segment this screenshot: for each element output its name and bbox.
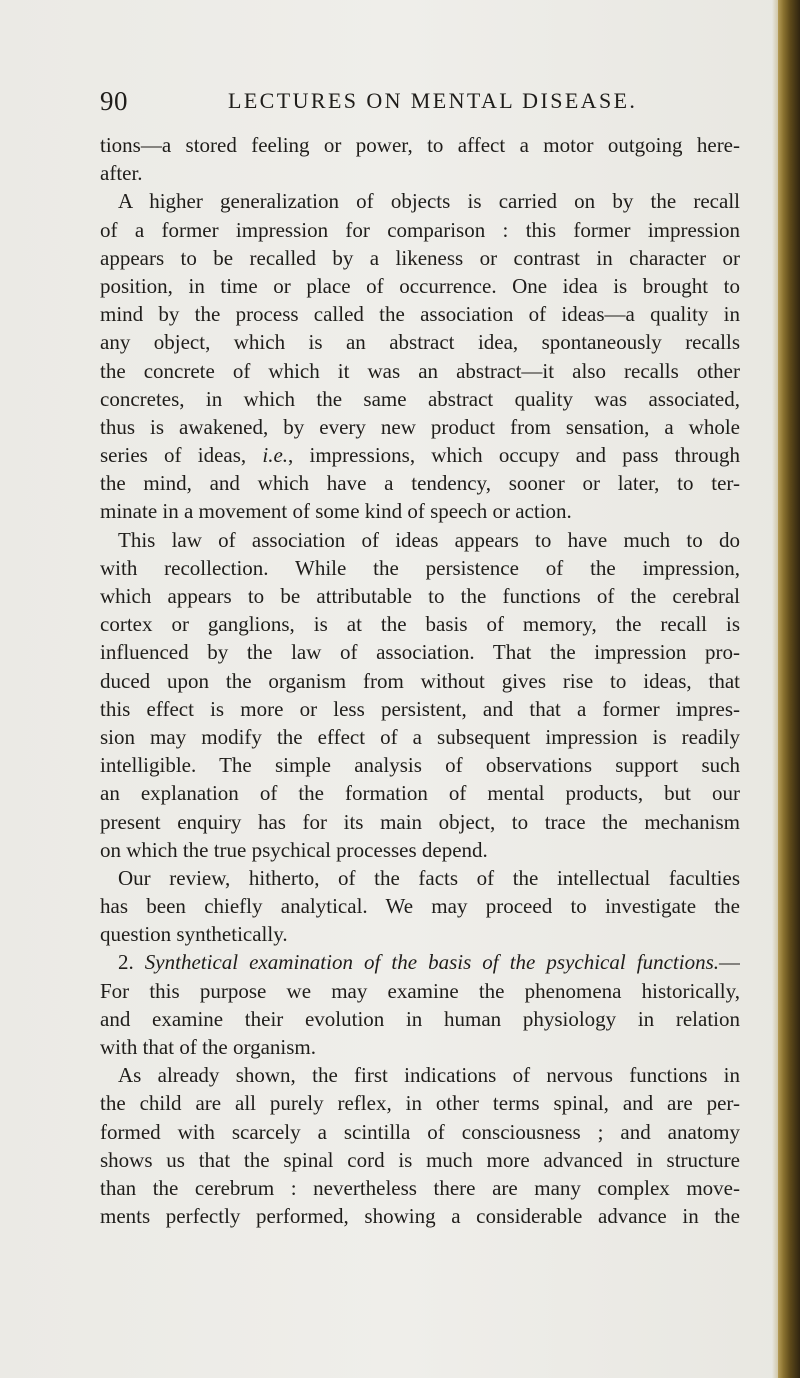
text-line: shows us that the spinal cord is much more advanced in structure bbox=[100, 1147, 740, 1172]
text-line: mind by the process called the association of ideas—a quality in bbox=[100, 302, 740, 327]
text-line: cortex or ganglions, is at the basis of memory, the recall is bbox=[100, 612, 740, 637]
page-header bbox=[100, 86, 740, 120]
running-head: LECTURES ON MENTAL DISEASE. bbox=[228, 88, 638, 113]
text-line: A higher generalization of objects is carried on by the recall bbox=[118, 189, 740, 214]
text-line bbox=[100, 441, 740, 469]
text-line: the mind, and which have a tendency, sooner or later, to ter- bbox=[100, 471, 740, 496]
text-line: As already shown, the first indications of nervous functions in bbox=[118, 1063, 740, 1088]
text-line: this effect is more or less persistent, and that a former impres- bbox=[100, 696, 740, 721]
text-line: ments perfectly performed, showing a considerable advance in the bbox=[100, 1204, 740, 1229]
text-line: intelligible. The simple analysis of observations support such bbox=[100, 753, 740, 778]
text-line: any object, which is an abstract idea, spontaneously recalls bbox=[100, 330, 740, 355]
text-line bbox=[100, 948, 740, 976]
page-number: 90 bbox=[100, 86, 128, 116]
italic-text: i.e. bbox=[262, 443, 289, 468]
text-line: an explanation of the formation of mental products, but our bbox=[100, 781, 740, 806]
text-line: duced upon the organism from without gives rise to ideas, that bbox=[100, 668, 740, 693]
text-line: This law of association of ideas appears to have much to do bbox=[118, 527, 740, 552]
text-segment: , impressions, which occupy and pass through bbox=[288, 443, 740, 468]
text-line: with that of the organism. bbox=[100, 1035, 316, 1059]
text-segment: — bbox=[719, 950, 740, 975]
text-segment: series of ideas, bbox=[100, 443, 263, 468]
text-line: question synthetically. bbox=[100, 922, 288, 947]
text-line: minate in a movement of some kind of speech or action. bbox=[100, 499, 572, 524]
text-line: on which the true psychical processes depend. bbox=[100, 837, 488, 862]
text-line: Our review, hitherto, of the facts of the intellectual faculties bbox=[118, 865, 740, 890]
page-edge-binding bbox=[778, 0, 800, 1378]
text-line: position, in time or place of occurrence. One idea is brought to bbox=[100, 273, 740, 298]
text-line: which appears to be attributable to the functions of the cerebral bbox=[100, 584, 740, 608]
text-line: present enquiry has for its main object, to trace the mechanism bbox=[100, 809, 740, 834]
text-line: sion may modify the effect of a subsequent impression is readily bbox=[100, 724, 740, 749]
italic-text: Synthetical examination of the basis of the psychical functions. bbox=[144, 950, 719, 975]
text-line: thus is awakened, by every new product from sensation, a whole bbox=[100, 414, 740, 439]
text-line: with recollection. While the persistence of the impression, bbox=[100, 555, 740, 580]
text-line: concretes, in which the same abstract quality was associated, bbox=[100, 386, 740, 411]
body-text bbox=[100, 131, 740, 1230]
text-line: and examine their evolution in human physiology in relation bbox=[100, 1006, 740, 1031]
text-line: formed with scarcely a scintilla of consciousness ; and anatomy bbox=[100, 1119, 740, 1144]
text-segment: 2. bbox=[118, 950, 145, 975]
text-line: has been chiefly analytical. We may proceed to investigate the bbox=[100, 894, 740, 919]
text-line: influenced by the law of association. That the impression pro- bbox=[100, 640, 740, 665]
text-line: appears to be recalled by a likeness or contrast in character or bbox=[100, 245, 740, 270]
text-line: For this purpose we may examine the phenomena historically, bbox=[100, 978, 740, 1003]
text-line: of a former impression for comparison : this former impression bbox=[100, 217, 740, 242]
text-line: the concrete of which it was an abstract—it also recalls other bbox=[100, 358, 740, 383]
text-line: the child are all purely reflex, in other terms spinal, and are per- bbox=[100, 1091, 740, 1116]
text-line: after. bbox=[100, 161, 143, 186]
text-line: tions—a stored feeling or power, to affect a motor outgoing here- bbox=[100, 133, 740, 157]
text-line: than the cerebrum : nevertheless there are many complex move- bbox=[100, 1175, 740, 1200]
